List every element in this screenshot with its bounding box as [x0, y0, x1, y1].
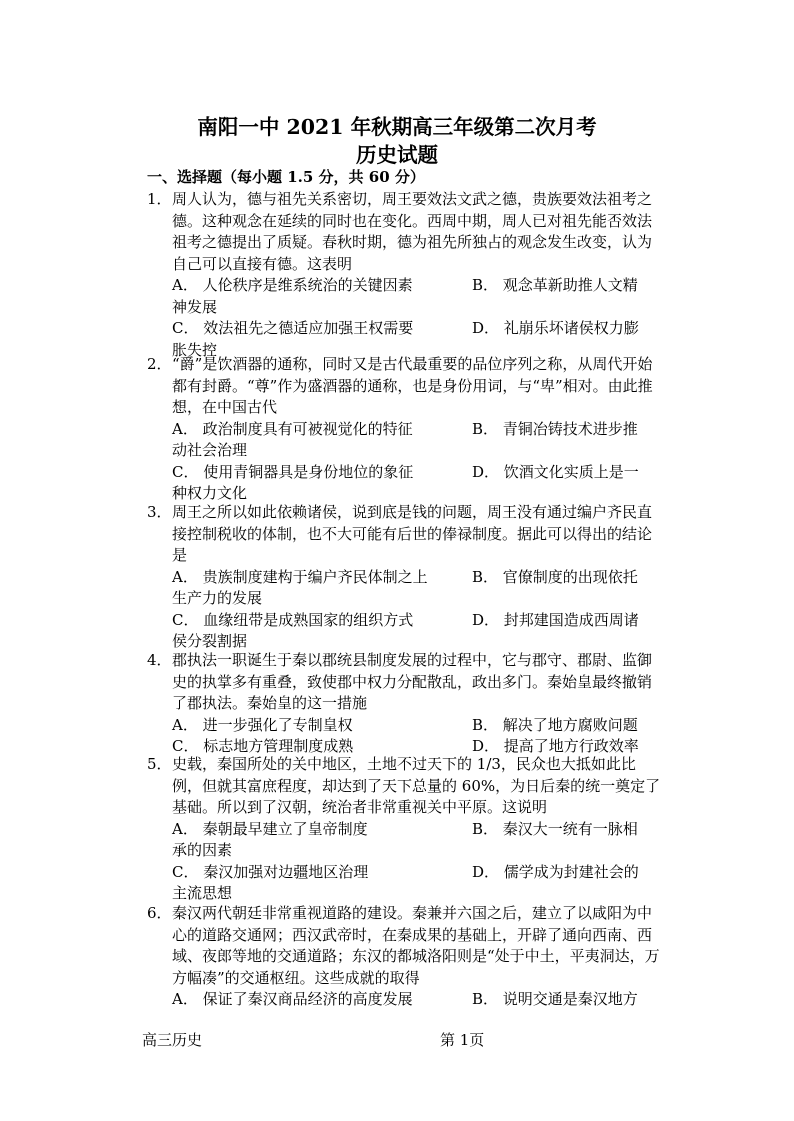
exam-subject-title: 历史试题 — [356, 143, 438, 167]
question-stem: 史载，秦国所处的关中地区，土地不过天下的 1/3，民众也大抵如此比例，但就其富庶程度，却达到了天下总量的 60%，为日后秦的统一奠定了基础。所以到了汉朝，统治者非常重视关中平原。这说明 — [172, 755, 661, 816]
option-d: D． 儒学成为封建社会的 — [472, 862, 639, 881]
option-b-continued: 神发展 — [172, 297, 218, 316]
question-5 — [147, 754, 662, 905]
option-b: B． 官僚制度的出现依托 — [472, 567, 638, 586]
option-d-continued: 主流思想 — [172, 884, 233, 902]
question-number: 3． — [147, 503, 172, 521]
question-1 — [147, 189, 662, 361]
footer-page-number: 第 1页 — [440, 1031, 485, 1049]
question-number: 2． — [147, 355, 172, 373]
question-number: 5． — [147, 755, 172, 773]
option-d: D． 提高了地方行政效率 — [472, 737, 639, 755]
question-number: 6． — [147, 904, 172, 922]
option-b: B． 青铜冶铸技术进步推 — [472, 419, 638, 438]
option-a: A． 保证了秦汉商品经济的高度发展 — [172, 990, 413, 1008]
option-a: A． 人伦秩序是维系统治的关键因素 — [172, 276, 413, 294]
option-b-continued: 动社会治理 — [172, 441, 248, 459]
option-a: A． 贵族制度建构于编户齐民体制之上 — [172, 567, 428, 586]
option-a: A． 政治制度具有可被视觉化的特征 — [172, 419, 413, 438]
option-b: B． 解决了地方腐败问题 — [472, 715, 638, 734]
question-2 — [147, 354, 662, 505]
option-b-continued: 承的因素 — [172, 841, 233, 859]
question-stem: 周人认为，德与祖先关系密切，周王要效法文武之德，贵族要效法祖考之德。这种观念在延续的同时也在变化。西周中期，周人已对祖先能否效法祖考之德提出了质疑。春秋时期，德为祖先所独占的观念发生改变，认为自己可以直接有德。这表明 — [172, 190, 653, 273]
question-stem: 郡执法一职诞生于秦以郡统县制度发展的过程中，它与郡守、郡尉、监御史的执掌多有重叠，致使郡中权力分配散乱，政出多门。秦始皇最终撤销了郡执法。秦始皇的这一措施 — [172, 651, 653, 712]
question-stem: 周王之所以如此依赖诸侯，说到底是钱的问题，周王没有通过编户齐民直接控制税收的体制，也不大可能有后世的俸禄制度。据此可以得出的结论是 — [172, 503, 653, 564]
option-d: D． 饮酒文化实质上是一 — [472, 462, 639, 481]
option-a: A． 秦朝最早建立了皇帝制度 — [172, 819, 368, 838]
option-d-continued: 侯分裂割据 — [172, 632, 248, 650]
option-d: D． 礼崩乐坏诸侯权力膨 — [472, 319, 639, 337]
option-c: C． 标志地方管理制度成熟 — [172, 737, 354, 755]
footer-subject: 高三历史 — [142, 1031, 203, 1049]
option-a: A． 进一步强化了专制皇权 — [172, 715, 353, 734]
question-number: 1． — [147, 190, 172, 208]
question-6 — [147, 903, 662, 1011]
option-d-continued: 胀失控 — [172, 340, 218, 359]
section-heading: 一、选择题（每小题 1.5 分，共 60 分） — [147, 168, 425, 186]
question-stem: “爵”是饮酒器的通称，同时又是古代最重要的品位序列之称，从周代开始都有封爵。“尊”作为盛酒器的通称，也是身份用词，与“卑”相对。由此推想，在中国古代 — [172, 355, 653, 416]
question-4 — [147, 650, 662, 758]
option-b: B． 秦汉大一统有一脉相 — [472, 819, 638, 838]
option-c: C． 秦汉加强对边疆地区治理 — [172, 862, 369, 881]
option-b: B． 说明交通是秦汉地方 — [472, 990, 638, 1008]
exam-title: 南阳一中 2021 年秋期高三年级第二次月考 — [197, 115, 597, 139]
option-d-continued: 种权力文化 — [172, 484, 248, 502]
question-stem: 秦汉两代朝廷非常重视道路的建设。秦兼并六国之后，建立了以咸阳为中心的道路交通网；西汉武帝时，在秦成果的基础上，开辟了通向西南、西域、夜郎等地的交通道路；东汉的都城洛阳则是“处于中土，平夷洞达，万方幅凑”的交通枢纽。这些成就的取得 — [172, 904, 660, 987]
option-c: C． 效法祖先之德适应加强王权需要 — [172, 319, 414, 337]
option-b-continued: 生产力的发展 — [172, 589, 263, 607]
option-c: C． 使用青铜器具是身份地位的象征 — [172, 462, 414, 481]
option-c: C． 血缘纽带是成熟国家的组织方式 — [172, 610, 414, 629]
option-d: D． 封邦建国造成西周诸 — [472, 610, 639, 629]
option-b: B． 观念革新助推人文精 — [472, 276, 638, 294]
question-number: 4． — [147, 651, 172, 669]
question-3 — [147, 502, 662, 653]
